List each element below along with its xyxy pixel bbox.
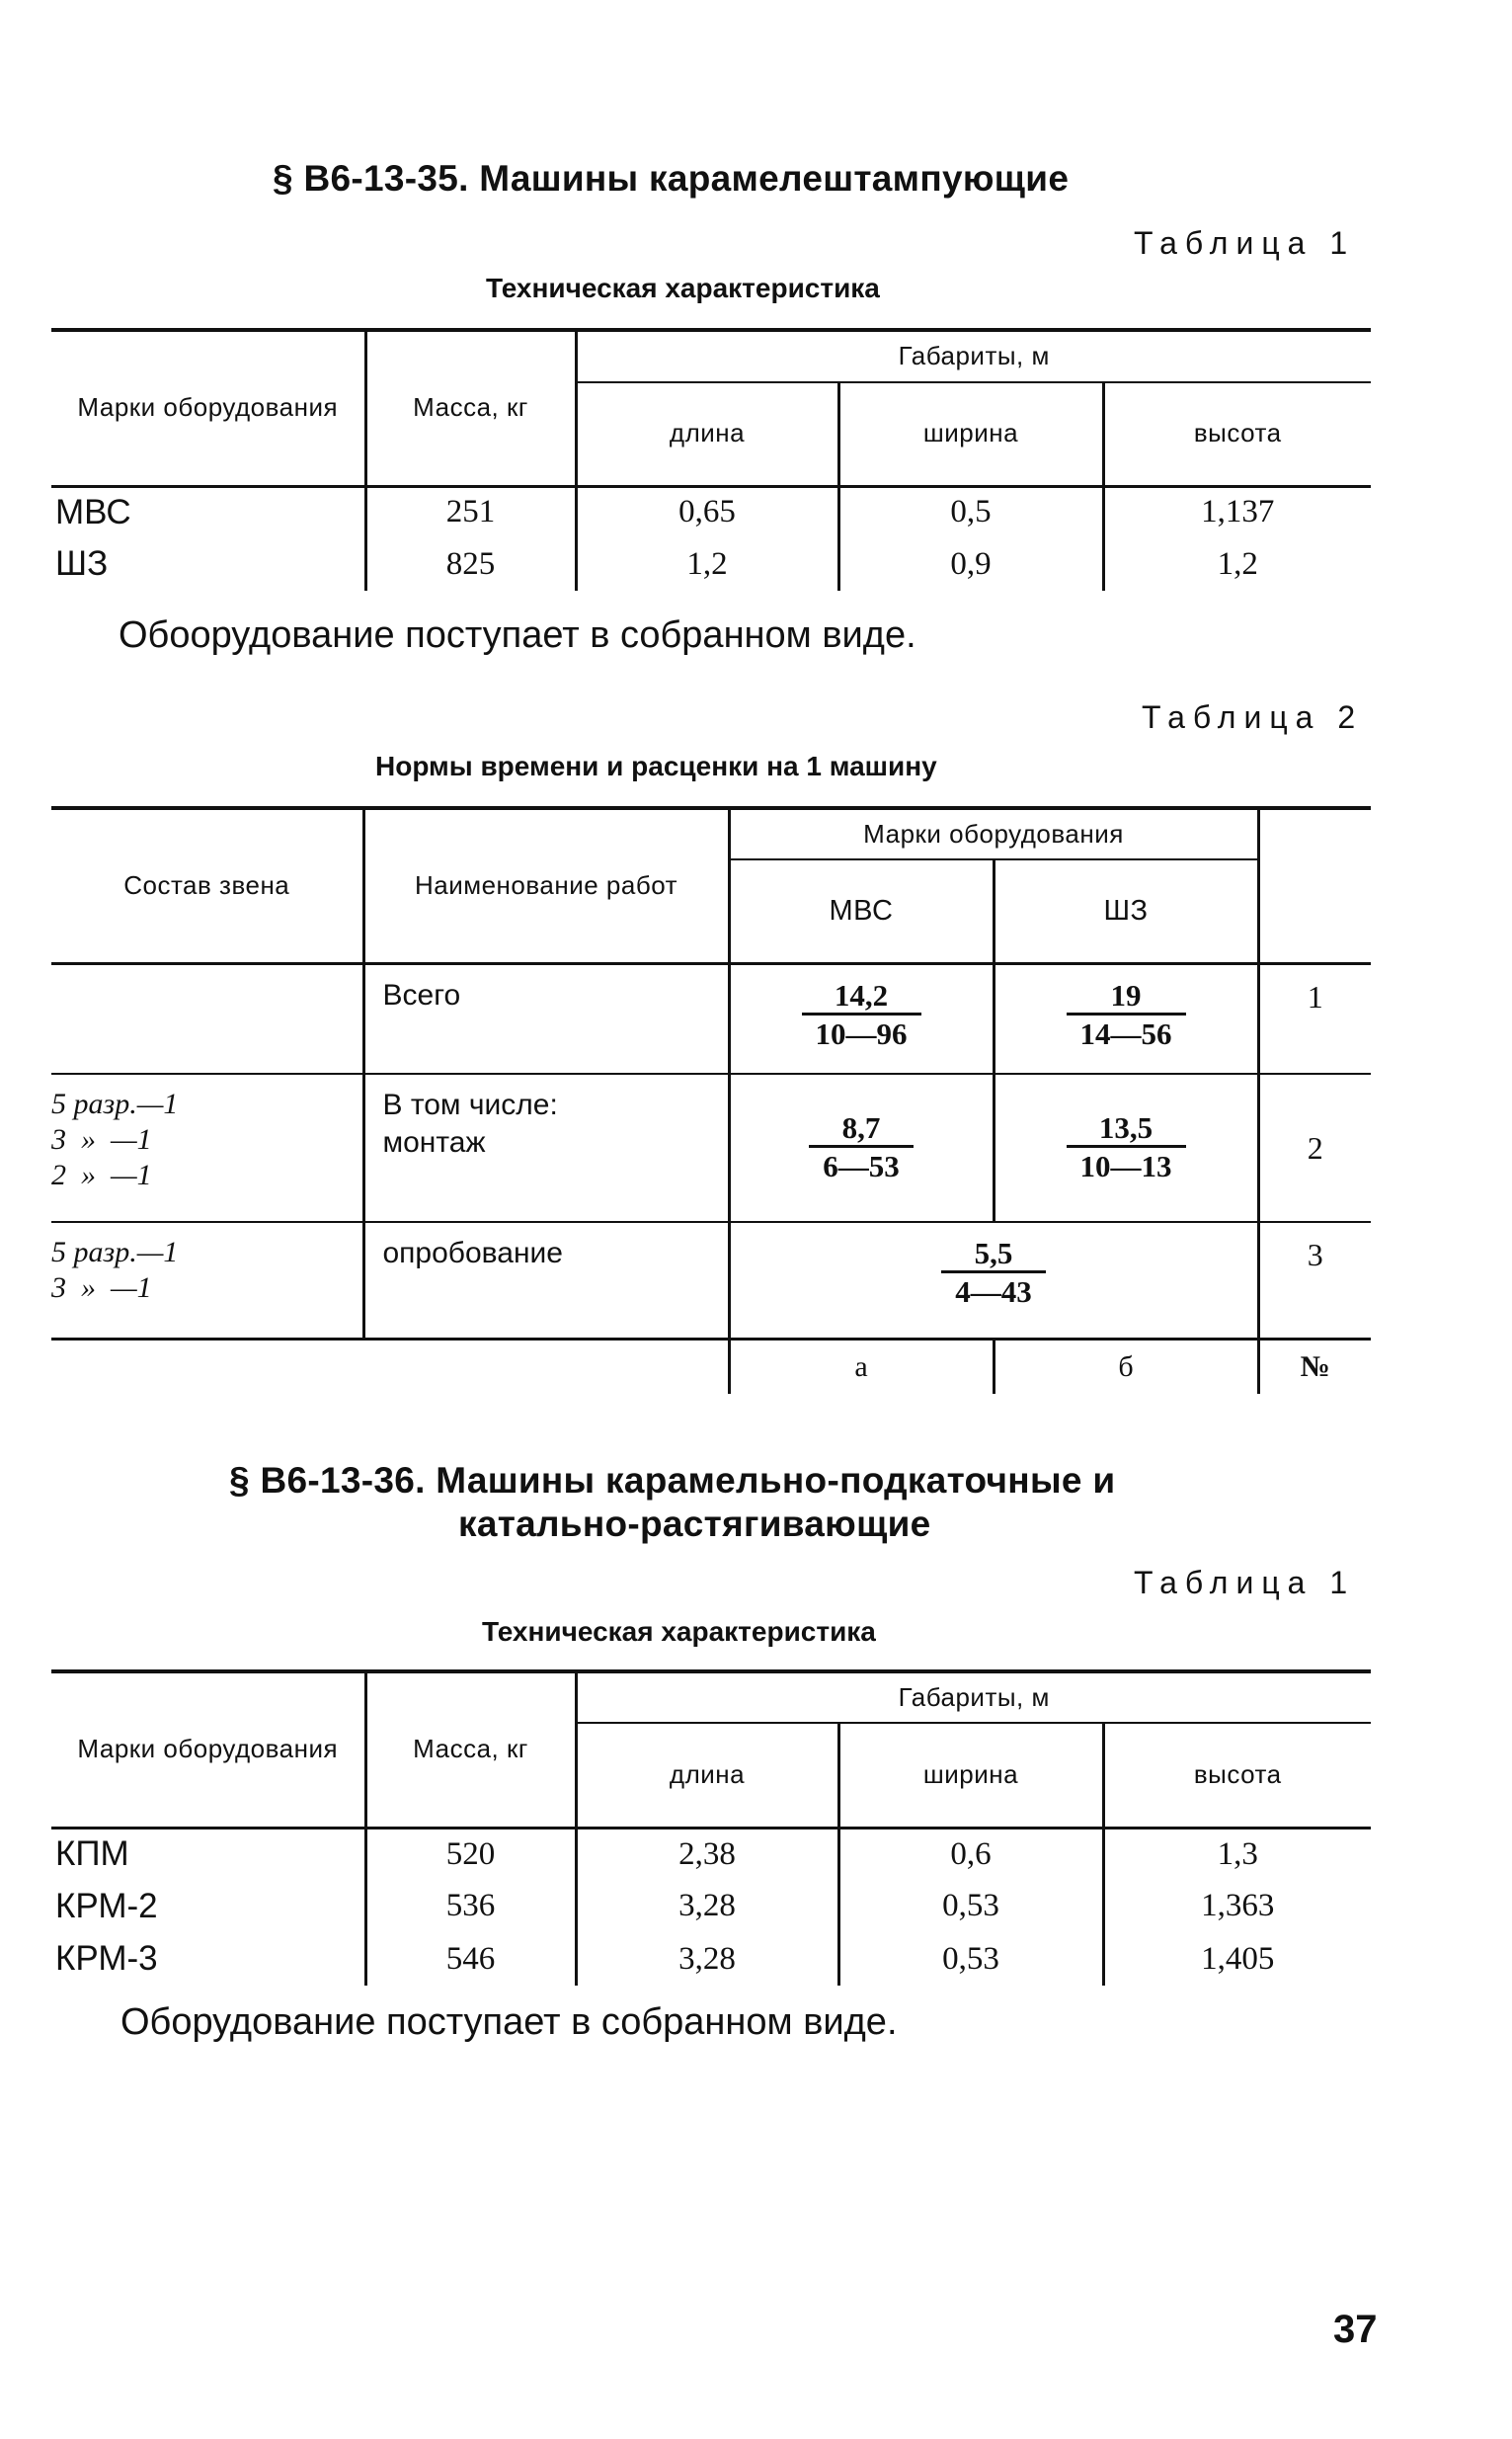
header-shz: ШЗ	[994, 859, 1258, 963]
table-row	[51, 537, 1371, 591]
cell-crew: 5 разр.—1 3 » —1 2 » —1	[51, 1074, 363, 1222]
cell-norm-shz	[994, 1074, 1258, 1222]
header-width: ширина	[838, 1723, 1103, 1828]
header-mass: Масса, кг	[365, 330, 576, 486]
cell-norm-merged	[729, 1222, 1258, 1339]
cell-crew: 5 разр.—1 3 » —1	[51, 1222, 363, 1339]
norm-fraction: $\frac{19}{14—56}$	[1067, 979, 1186, 1051]
cell-mark: КРМ-3	[51, 1932, 365, 1986]
cell-work: опробование	[363, 1222, 729, 1339]
table-caption: Нормы времени и расценки на 1 машину	[375, 751, 937, 781]
cell-mark: ШЗ	[51, 537, 365, 591]
cell-mark: МВС	[51, 486, 365, 537]
cell-crew	[51, 963, 363, 1074]
cell-width: 0,5	[838, 486, 1103, 537]
header-length: длина	[576, 1723, 838, 1828]
page-number: 37	[1333, 2308, 1378, 2351]
norm-fraction: $\frac{13,5}{10—13}$	[1067, 1111, 1186, 1183]
footer-no: №	[1300, 1349, 1330, 1383]
cell-height: 1,137	[1201, 494, 1275, 530]
cell-width: 0,53	[838, 1880, 1103, 1932]
time-norms-table	[51, 806, 1371, 1394]
section-title-b6-13-36-cont: катально-растягивающие	[458, 1504, 931, 1544]
cell-width: 0,53	[838, 1932, 1103, 1986]
table-row	[51, 1932, 1371, 1986]
cell-mark: КПМ	[51, 1828, 365, 1880]
header-crew: Состав звена	[51, 808, 363, 963]
header-mass: Масса, кг	[365, 1671, 576, 1828]
table-caption: Техническая характеристика	[486, 273, 880, 303]
cell-length: 2,38	[576, 1828, 838, 1880]
cell-mass: 251	[365, 486, 576, 537]
header-height: высота	[1103, 382, 1371, 486]
cell-mass: 546	[365, 1932, 576, 1986]
cell-norm-mvs	[729, 963, 994, 1074]
table-row	[51, 1222, 1371, 1339]
tech-specs-table-2	[51, 1669, 1371, 1986]
table-row	[51, 1074, 1371, 1222]
cell-mass: 536	[365, 1880, 576, 1932]
cell-height: 1,2	[1217, 545, 1258, 582]
section-title-b6-13-35: § В6-13-35. Машины карамелештампующие	[273, 158, 1070, 199]
cell-work: В том числе: монтаж	[363, 1074, 729, 1222]
footer-a: а	[729, 1339, 994, 1394]
section-title-b6-13-36: § В6-13-36. Машины карамельно-подкаточные и	[229, 1460, 1116, 1501]
footer-b: б	[994, 1339, 1258, 1394]
table-row	[51, 486, 1371, 537]
delivery-note: Оборудование поступает в собранном виде.	[120, 2001, 898, 2043]
norm-fraction: $\frac{5,5}{4—43}$	[941, 1237, 1046, 1309]
header-dims: Габариты, м	[576, 1671, 1371, 1723]
table-label: Таблица 1	[1134, 1565, 1356, 1600]
cell-height: 1,3	[1217, 1835, 1258, 1872]
table-label: Таблица 2	[1142, 699, 1364, 735]
cell-width: 0,9	[838, 537, 1103, 591]
cell-mass: 825	[365, 537, 576, 591]
cell-length: 3,28	[576, 1880, 838, 1932]
row-number: 3	[1258, 1222, 1371, 1339]
header-width: ширина	[838, 382, 1103, 486]
table-row	[51, 1828, 1371, 1880]
table-footer-row	[51, 1339, 1371, 1394]
delivery-note: Обоорудование поступает в собранном виде.	[119, 614, 916, 656]
cell-mark: КРМ-2	[51, 1880, 365, 1932]
header-height: высота	[1103, 1723, 1371, 1828]
cell-length: 0,65	[576, 486, 838, 537]
row-number: 2	[1258, 1074, 1371, 1222]
cell-work: Всего	[363, 963, 729, 1074]
header-work: Наименование работ	[363, 808, 729, 963]
norm-fraction: $\frac{8,7}{6—53}$	[809, 1111, 914, 1183]
table-caption: Техническая характеристика	[482, 1616, 876, 1647]
table-label: Таблица 1	[1134, 225, 1356, 261]
header-mvs: МВС	[729, 859, 994, 963]
tech-specs-table-1	[51, 328, 1371, 591]
header-marks: Марки оборудования	[51, 330, 365, 486]
cell-norm-shz	[994, 963, 1258, 1074]
cell-norm-mvs	[729, 1074, 994, 1222]
row-number: 1	[1258, 963, 1371, 1074]
header-marks: Марки оборудования	[51, 1671, 365, 1828]
cell-mass: 520	[365, 1828, 576, 1880]
table-row	[51, 1880, 1371, 1932]
table-row	[51, 963, 1371, 1074]
cell-width: 0,6	[838, 1828, 1103, 1880]
cell-height: 1,405	[1201, 1940, 1275, 1977]
header-dims: Габариты, м	[576, 330, 1371, 382]
cell-length: 1,2	[576, 537, 838, 591]
cell-length: 3,28	[576, 1932, 838, 1986]
header-length: длина	[576, 382, 838, 486]
header-marks: Марки оборудования	[729, 808, 1258, 859]
cell-height: 1,363	[1201, 1888, 1275, 1923]
norm-fraction: $\frac{14,2}{10—96}$	[802, 979, 921, 1051]
